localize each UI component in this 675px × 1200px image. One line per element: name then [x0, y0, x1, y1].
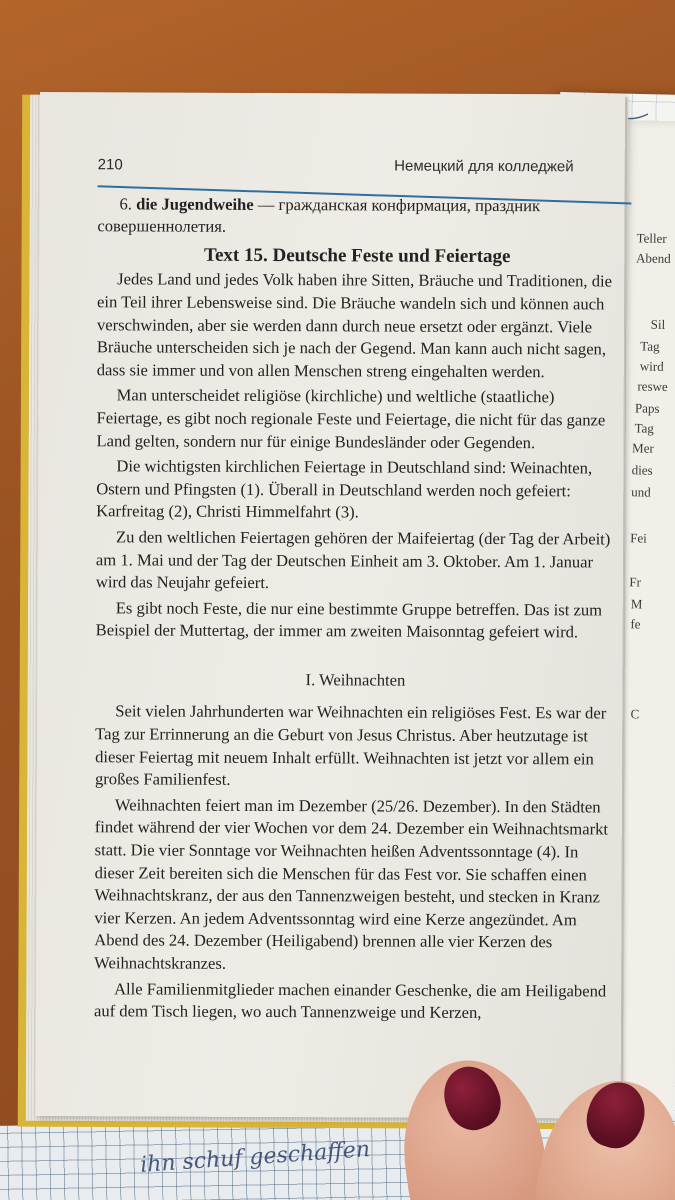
book-title: Немецкий для колледжей [394, 157, 574, 176]
adjacent-fragment: Tag [640, 338, 660, 354]
intro-paragraph: Es gibt noch Feste, die nur eine bestimmte Gruppe betreffen. Das ist zum Beispiel der Muttertag, der immer am zweiten Maisonntag gefeiert wird. [95, 598, 603, 642]
adjacent-fragment: C [630, 706, 640, 722]
adjacent-fragment: dies [631, 462, 653, 478]
adjacent-fragment: reswe [637, 378, 668, 395]
intro-paragraph: Die wichtigsten kirchlichen Feiertage in Deutschland sind: Weinachten, Ostern und Pfingsten (1). Überall in Deutschland werden noch gefeiert: Karfreitag (2), Christi Himmelfahrt (3). [96, 456, 593, 522]
adjacent-fragment: Mer [631, 440, 654, 456]
intro-paragraph: Jedes Land und jedes Volk haben ihre Sitten, Bräuche und Traditionen, die ein Teil ihrer Lebensweise sind. Die Bräuche wandeln sich und können auch verschwinden, aber sie werden dann durch neue ersetzt oder ergänzt. Viele Bräuche unterscheiden sich je nach der Gegend. Man kann auch nicht sagen, dass sie immer und von allen Menschen streng eingehalten werden. [96, 269, 613, 381]
adjacent-fragment: fe [630, 616, 641, 632]
intro-paragraph: Man unterscheidet religiöse (kirchliche) und weltliche (staatliche) Feiertage, es gibt noch regionale Feste und Feiertage, die nicht für das ganze Land gelten, sondern nur für einige Bundesländer oder Gegenden. [96, 385, 606, 452]
section-paragraph: Weihnachten feiert man im Dezember (25/26. Dezember). In den Städten findet während der vier Wochen vor dem 24. Dezember ein Weihnachtsmarkt statt. Die vier Sonntage vor Weihnachten heißen Adventssonntage (4). In dieser Zeit bereiten sich die Menschen für das Fest vor. Sie schaffen einen Weihnachtskranz, der aus den Tannenzweigen besteht, und stecken in Kranz vier Kerzen. An jedem Adventssonntag wird eine Kerze angezündet. Am Abend des 24. Dezember (Heiligabend) brennen alle vier Kerzen des Weihnachtskranzes. [94, 795, 609, 973]
running-head [98, 154, 618, 179]
mat-handwriting: ihn schuf geschaffen [139, 1137, 371, 1178]
adjacent-fragment: Paps [634, 400, 660, 416]
text-title: Text 15. Deutsche Feste und Feiertage [204, 244, 511, 267]
section-paragraph: Seit vielen Jahrhunderten war Weihnachten ein religiöses Fest. Es war der Tag zur Errinnerung an die Geburt von Jesus Christus. Aber heutzutage ist dieser Feiertag mit neuem Inhalt erfüllt. Weihnachten ist jetzt vor allem ein großes Familienfest. [94, 701, 607, 790]
adjacent-fragment: Abend [635, 250, 671, 267]
adjacent-fragment: Sil [650, 316, 666, 332]
adjacent-fragment: Teller [636, 230, 667, 246]
adjacent-fragment: und [631, 484, 651, 500]
adjacent-fragment: M [630, 596, 643, 612]
section-paragraph: Alle Familienmitglieder machen einander Geschenke, die am Heiligabend auf dem Tisch liegen, wo auch Tannenzweige und Kerzen, [93, 978, 607, 1023]
adjacent-fragment: Fr [629, 574, 642, 590]
section-title: I. Weihnachten [305, 670, 406, 690]
page-content [94, 154, 618, 1028]
vocab-term: die Jugendweihe [136, 194, 254, 214]
adjacent-fragment: Fei [630, 530, 648, 546]
adjacent-fragment: Tag [634, 420, 655, 436]
vocab-definition: — гражданская конфирмация, праздник совершеннолетия. [97, 194, 541, 237]
page-number: 210 [97, 156, 123, 174]
vocab-number: 6. [119, 193, 133, 213]
book-page [36, 92, 625, 1119]
adjacent-fragment: wird [639, 358, 664, 374]
intro-paragraph: Zu den weltlichen Feiertagen gehören der Maifeiertag (der Tag der Arbeit) am 1. Mai und der Tag der Deutschen Einheit am 3. Oktober. Am 1. Januar wird das Neujahr gefeiert. [95, 527, 611, 593]
